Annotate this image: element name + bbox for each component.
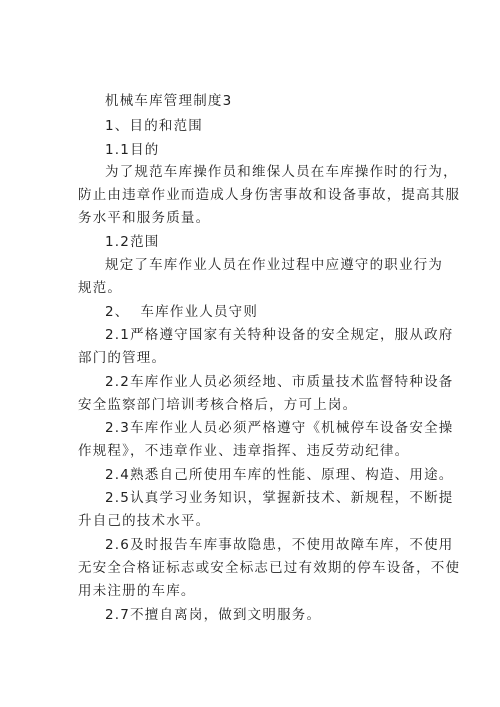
rule-2-6-line-1: 2.6及时报告车库事故隐患，不使用故障车库，不使用 (105, 537, 454, 553)
scope-text-line-1: 规定了车库作业人员在作业过程中应遵守的职业行为 (105, 257, 444, 273)
document-title: 机械车库管理制度3 (105, 93, 233, 109)
rule-2-7-line-1: 2.7不擅自离岗，做到文明服务。 (105, 607, 322, 623)
rule-2-1-line-2: 部门的管理。 (78, 350, 167, 366)
subsection-heading-purpose: 1.1目的 (105, 142, 160, 158)
rule-2-6-line-2: 无安全合格证标志或安全标志已过有效期的停车设备，不使 (78, 560, 461, 576)
purpose-text-line-2: 防止由违章作业而造成人身伤害事故和设备事故，提高其服 (78, 187, 461, 203)
rule-2-5-line-2: 升自己的技术水平。 (78, 513, 211, 529)
rule-2-1-line-1: 2.1严格遵守国家有关特种设备的安全规定，服从政府 (105, 327, 454, 343)
rule-2-2-line-1: 2.2车库作业人员必须经地、市质量技术监督特种设备 (105, 374, 454, 390)
rule-2-5-line-1: 2.5认真学习业务知识，掌握新技术、新规程，不断提 (105, 490, 454, 506)
rule-2-4-line-1: 2.4熟悉自己所使用车库的性能、原理、构造、用途。 (105, 467, 454, 483)
purpose-text-line-1: 为了规范车库操作员和维保人员在车库操作时的行为， (105, 164, 458, 180)
rule-2-3-line-2: 作规程》，不违章作业、违章指挥、违反劳动纪律。 (78, 443, 410, 459)
section-heading-rules: 2、 车库作业人员守则 (105, 304, 259, 320)
rule-2-6-line-3: 用未注册的车库。 (78, 583, 196, 599)
rule-2-2-line-2: 安全监察部门培训考核合格后，方可上岗。 (78, 397, 358, 413)
rule-2-3-line-1: 2.3车库作业人员必须严格遵守《机械停车设备安全操 (105, 420, 454, 436)
purpose-text-line-3: 务水平和服务质量。 (78, 210, 211, 226)
subsection-heading-scope: 1.2范围 (105, 234, 160, 250)
section-heading-purpose-scope: 1、目的和范围 (105, 118, 203, 134)
scope-text-line-2: 规范。 (78, 280, 123, 296)
